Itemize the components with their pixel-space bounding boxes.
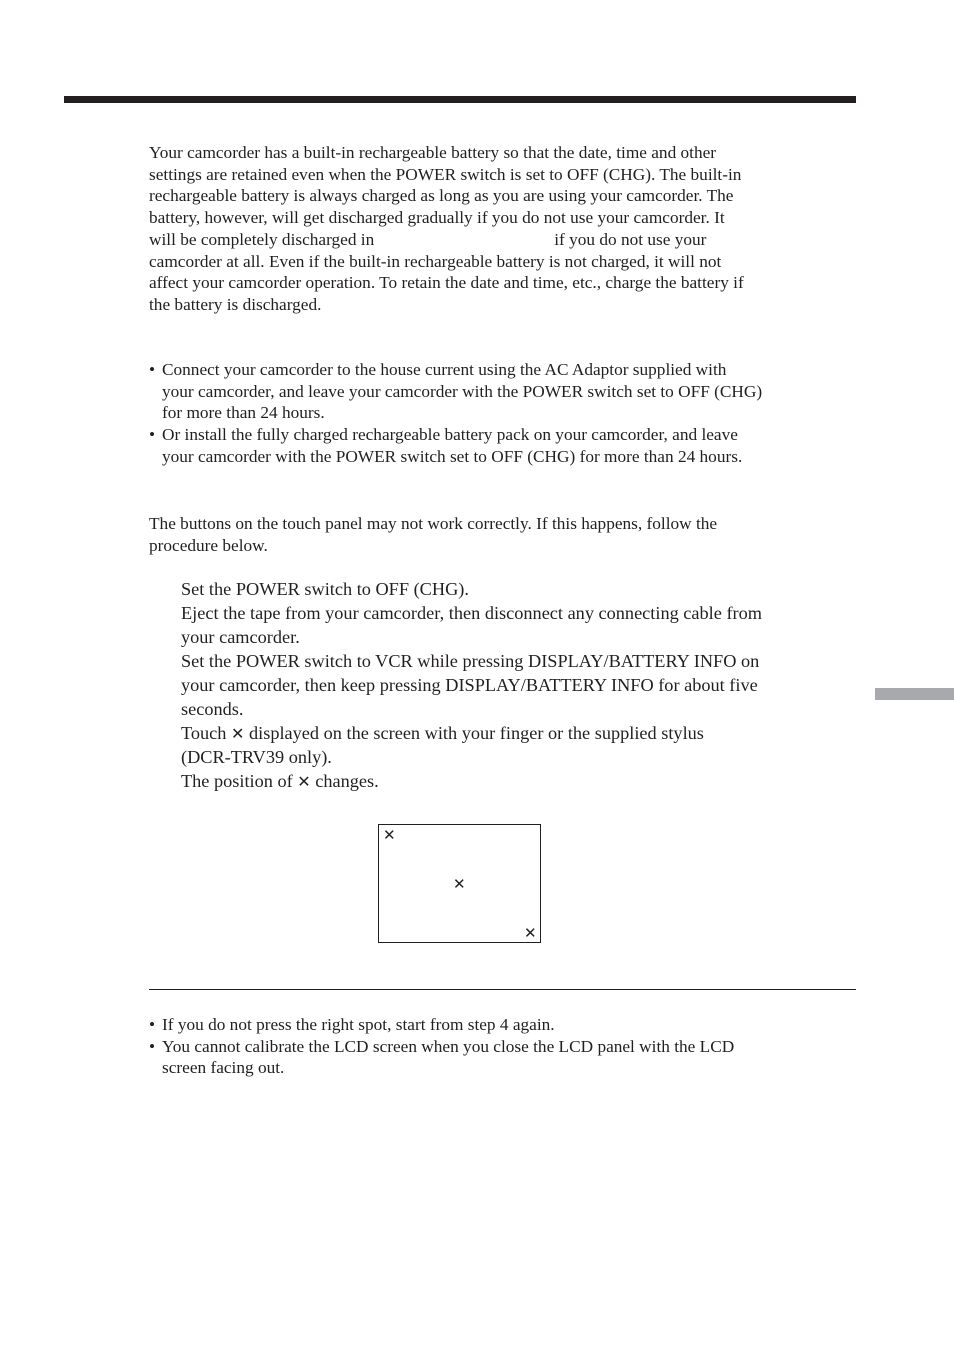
- center-x-mark-icon: ✕: [453, 875, 466, 893]
- step-4-result-start: The position of: [181, 771, 293, 791]
- step-1: Set the POWER switch to OFF (CHG).: [181, 579, 469, 599]
- list-item: [149, 359, 861, 424]
- calibration-steps: [181, 577, 861, 793]
- charging-method-list: [149, 359, 861, 468]
- header-rule: [64, 96, 856, 103]
- bottom-right-x-mark-icon: ✕: [524, 924, 537, 942]
- calibration-intro-paragraph: The buttons on the touch panel may not work correctly. If this happens, follow the procedure below.: [149, 514, 718, 555]
- intro-line-1: Your camcorder has a built-in rechargeable battery so that the date, time and other: [149, 143, 717, 162]
- list-item: [149, 424, 861, 467]
- x-mark-icon: ✕: [297, 772, 311, 791]
- intro-line-6: camcorder at all. Even if the built-in rechargeable battery is not charged, it will not: [149, 251, 722, 271]
- note-text: If you do not press the right spot, start from step 4 again.: [162, 1015, 555, 1034]
- intro-line-4: battery, however, will get discharged gradually if you do not use your camcorder. It: [149, 208, 725, 228]
- note-text: You cannot calibrate the LCD screen when you close the LCD panel with the LCD screen facing out.: [162, 1036, 735, 1078]
- bullet-mark: •: [149, 425, 156, 445]
- bullet-text: Connect your camcorder to the house current using the AC Adaptor supplied with your camcorder, and leave your camcorder with the POWER switch set to OFF (CHG) for more than 24 hours.: [162, 360, 763, 423]
- step-4-text-start: Touch: [181, 723, 227, 743]
- step-4-result: [181, 769, 861, 793]
- intro-line-7: affect your camcorder operation. To retain the date and time, etc., charge the battery if: [149, 273, 744, 293]
- intro-line-8: the battery is discharged.: [149, 294, 322, 314]
- notes-list: [149, 1014, 861, 1079]
- section-tab: [875, 688, 954, 700]
- step-4: [181, 721, 861, 769]
- bullet-mark: •: [149, 1036, 156, 1056]
- step-3: Set the POWER switch to VCR while pressing DISPLAY/BATTERY INFO on your camcorder, then keep pressing DISPLAY/BATTERY INFO for about five seconds.: [181, 651, 760, 719]
- x-mark-icon: ✕: [231, 724, 245, 743]
- intro-line-3: rechargeable battery is always charged as long as you are using your camcorder. The: [149, 186, 734, 206]
- lcd-screen-illustration: [378, 824, 541, 943]
- intro-line-5-start: will be completely discharged in: [149, 229, 375, 249]
- intro-line-2: settings are retained even when the POWER switch is set to OFF (CHG). The built-in: [149, 164, 742, 184]
- battery-intro-paragraph: [149, 142, 859, 316]
- bullet-text: Or install the fully charged rechargeable battery pack on your camcorder, and leave your camcorder with the POWER switch set to OFF (CHG) for more than 24 hours.: [162, 425, 743, 466]
- intro-line-5-end: if you do not use your: [554, 229, 707, 249]
- bullet-mark: •: [149, 360, 156, 379]
- list-item: [149, 1014, 861, 1036]
- step-2: Eject the tape from your camcorder, then disconnect any connecting cable from your camcorder.: [181, 603, 762, 647]
- notes-divider: [149, 989, 856, 990]
- bullet-mark: •: [149, 1015, 156, 1034]
- step-4-text-end: displayed on the screen with your finger or the supplied stylus (DCR-TRV39 only).: [181, 723, 704, 767]
- intro-line-5: [149, 229, 859, 251]
- list-item: [149, 1036, 861, 1079]
- step-4-result-end: changes.: [315, 771, 379, 791]
- top-left-x-mark-icon: ✕: [383, 826, 396, 844]
